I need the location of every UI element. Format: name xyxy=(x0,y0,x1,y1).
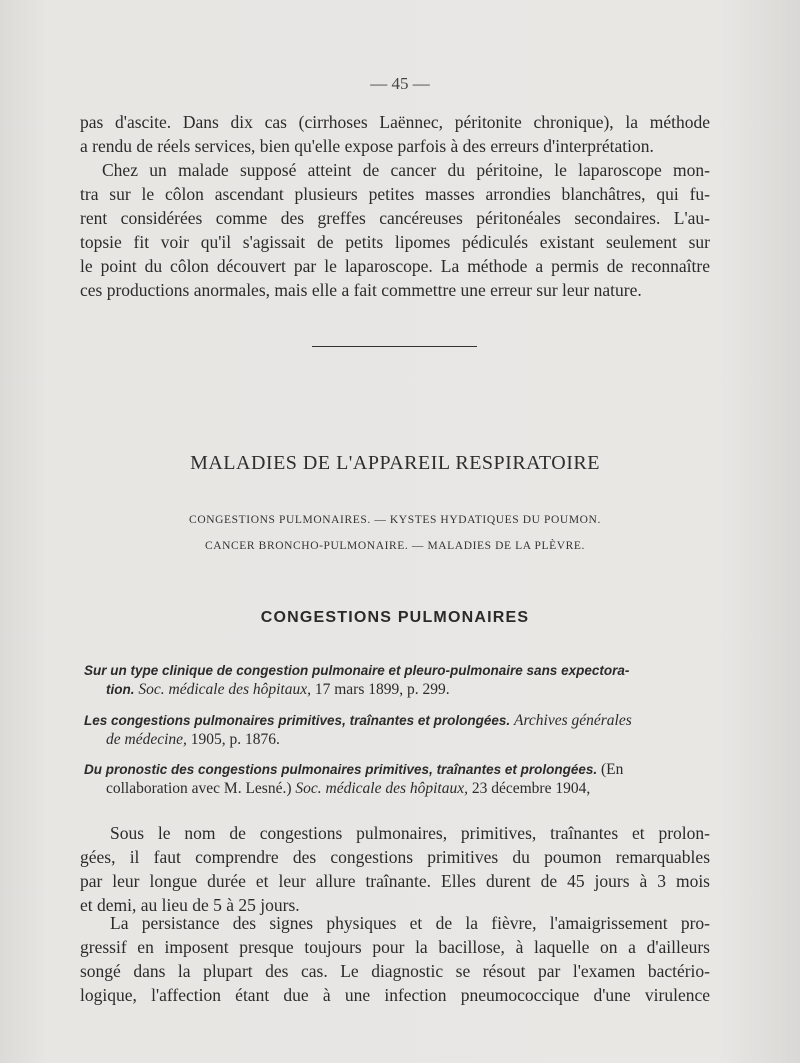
reference-entry xyxy=(84,660,714,700)
intro-paragraph-2 xyxy=(80,158,710,302)
chapter-title: MALADIES DE L'APPAREIL RESPIRATOIRE xyxy=(190,452,600,474)
text-line: logique, l'affection étant due à une infection pneumococcique d'une virulence xyxy=(80,985,710,1005)
reference-details: 17 mars 1899, p. 299. xyxy=(314,681,450,698)
text-line: gées, il faut comprendre des congestions primitives du poumon remarquables xyxy=(80,847,710,867)
reference-entry xyxy=(84,710,714,750)
text-line: ces productions anormales, mais elle a fait commettre une erreur sur leur nature. xyxy=(80,280,642,300)
reference-entry xyxy=(84,759,714,799)
reference-title: tion. xyxy=(106,682,135,697)
reference-title: Les congestions pulmonaires primitives, traînantes et prolongées. xyxy=(84,713,511,728)
text-line: pas d'ascite. Dans dix cas (cirrhoses Laënnec, péritonite chronique), la méthode xyxy=(80,112,710,132)
reference-details: 1905, p. 1876. xyxy=(190,731,280,748)
text-line: tra sur le côlon ascendant plusieurs petites masses arrondies blanchâtres, qui fu- xyxy=(80,184,710,204)
reference-note: collaboration avec M. Lesné.) xyxy=(106,780,292,797)
reference-note: (En xyxy=(600,761,624,778)
section-divider xyxy=(312,346,477,347)
body-paragraph-1 xyxy=(80,821,710,917)
text-line: gressif en imposent presque toujours pour la bacillose, à laquelle on a d'ailleurs xyxy=(80,937,710,957)
text-line: songé dans la plupart des cas. Le diagnostic se résout par l'examen bactério- xyxy=(80,961,710,981)
text-line: La persistance des signes physiques et de la fièvre, l'amaigrissement pro- xyxy=(110,913,710,933)
reference-journal: Soc. médicale des hôpitaux, xyxy=(138,681,311,698)
text-line: Sous le nom de congestions pulmonaires, primitives, traînantes et prolon- xyxy=(110,823,710,843)
body-paragraph-2 xyxy=(80,911,710,1007)
reference-details: 23 décembre 1904, xyxy=(471,780,591,797)
reference-title: Sur un type clinique de congestion pulmonaire et pleuro-pulmonaire sans expectora- xyxy=(84,663,630,678)
text-line: le point du côlon découvert par le laparoscope. La méthode a permis de reconnaître xyxy=(80,256,710,276)
page-number: — 45 — xyxy=(370,74,430,93)
reference-title: Du pronostic des congestions pulmonaires primitives, traînantes et prolongées. xyxy=(84,762,598,777)
reference-journal: Soc. médicale des hôpitaux, xyxy=(295,780,468,797)
text-line: a rendu de réels services, bien qu'elle expose parfois à des erreurs d'interprétation. xyxy=(80,136,654,156)
intro-paragraph-1 xyxy=(80,110,710,158)
chapter-summary-line: CANCER BRONCHO-PULMONAIRE. — MALADIES DE LA PLÈVRE. xyxy=(204,540,586,552)
text-line: Chez un malade supposé atteint de cancer du péritoine, le laparoscope mon- xyxy=(102,160,710,180)
text-line: rent considérées comme des greffes cancéreuses péritonéales secondaires. L'au- xyxy=(80,208,710,228)
text-line: et demi, au lieu de 5 à 25 jours. xyxy=(80,895,300,915)
text-line: topsie fit voir qu'il s'agissait de petits lipomes pédiculés existant seulement sur xyxy=(80,232,710,252)
text-line: par leur longue durée et leur allure traînante. Elles durent de 45 jours à 3 mois xyxy=(80,871,710,891)
reference-journal: de médecine, xyxy=(106,731,187,748)
section-title: CONGESTIONS PULMONAIRES xyxy=(260,609,530,626)
chapter-summary-line: CONGESTIONS PULMONAIRES. — KYSTES HYDATIQUES DU POUMON. xyxy=(189,514,601,526)
reference-journal: Archives générales xyxy=(513,712,632,729)
